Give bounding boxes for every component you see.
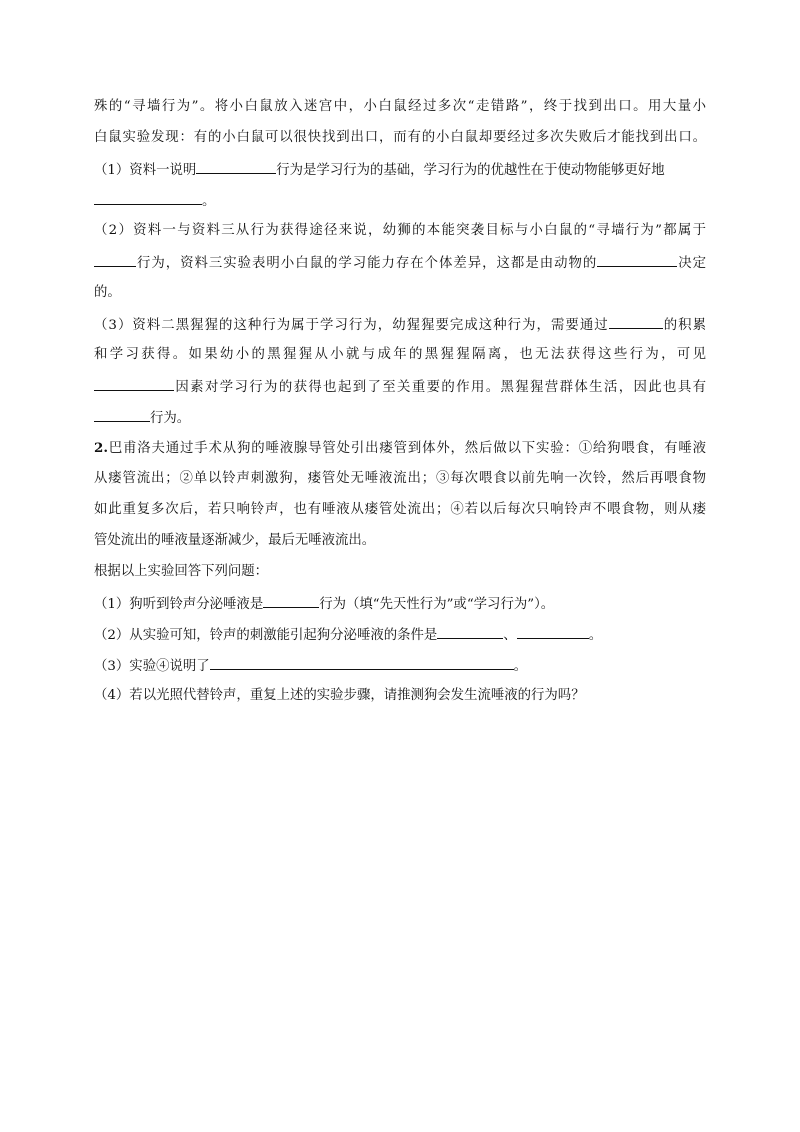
question-text: （2）从实验可知，铃声的刺激能引起狗分泌唾液的条件是 bbox=[94, 628, 438, 643]
question-2-stem bbox=[94, 439, 706, 458]
question-2-sub-3 bbox=[94, 656, 527, 676]
question-text: 行为是学习行为的基础，学习行为的优越性在于使动物能够更好地 bbox=[276, 163, 665, 178]
answer-blank[interactable] bbox=[210, 656, 514, 670]
answer-blank[interactable] bbox=[517, 625, 589, 639]
question-1-part-3 bbox=[94, 315, 706, 335]
question-text: 决定 bbox=[677, 256, 706, 271]
question-1-part-3-end bbox=[94, 408, 190, 428]
answer-blank[interactable] bbox=[263, 594, 319, 608]
question-1-part-1 bbox=[94, 160, 665, 180]
answer-blank[interactable] bbox=[94, 253, 136, 267]
question-1-part-2-cont bbox=[94, 253, 706, 273]
question-number: 2. bbox=[94, 440, 108, 456]
question-text: 的积累 bbox=[662, 318, 707, 333]
text-line: 如此重复多次后，若只响铃声，也有唾液从瘘管处流出；④若以后每次只响铃声不喂食物，则从瘘 bbox=[94, 502, 706, 517]
question-text: 。 bbox=[588, 628, 603, 643]
text-line: 殊的“寻墙行为”。将小白鼠放入迷宫中，小白鼠经过多次“走错路”，终于找到出口。用大量小 bbox=[94, 99, 706, 114]
question-text: 。 bbox=[513, 659, 528, 674]
question-2-sub-4: （4）若以光照代替铃声，重复上述的实验步骤，请推测狗会发生流唾液的行为吗？ bbox=[94, 688, 585, 703]
question-text: （3）资料二黑猩猩的这种行为属于学习行为，幼猩猩要完成这种行为，需要通过 bbox=[94, 318, 609, 333]
question-text: （1）狗听到铃声分泌唾液是 bbox=[94, 597, 264, 612]
question-text: 行为（填“先天性行为”或“学习行为”）。 bbox=[319, 597, 555, 612]
question-2-sub-1 bbox=[94, 594, 554, 614]
answer-blank[interactable] bbox=[94, 377, 174, 391]
question-text: 、 bbox=[503, 628, 517, 643]
question-2-sub-2 bbox=[94, 625, 602, 645]
question-1-part-1-cont bbox=[94, 191, 215, 211]
text-line: 的。 bbox=[94, 285, 121, 300]
question-text: 因素对学习行为的获得也起到了至关重要的作用。黑猩猩营群体生活，因此也具有 bbox=[174, 380, 706, 395]
answer-blank[interactable] bbox=[94, 408, 150, 422]
text-line: 从瘘管流出；②单以铃声刺激狗，瘘管处无唾液流出；③每次喂食以前先响一次铃，然后再喂食物 bbox=[94, 471, 706, 486]
question-text: 。 bbox=[202, 194, 216, 209]
question-text: （1）资料一说明 bbox=[94, 163, 197, 178]
question-text: （3）实验④说明了 bbox=[94, 659, 210, 674]
answer-blank[interactable] bbox=[609, 315, 663, 329]
answer-blank[interactable] bbox=[94, 191, 202, 205]
question-text: 巴甫洛夫通过手术从狗的唾液腺导管处引出瘘管到体外，然后做以下实验：①给狗喂食，有唾液 bbox=[107, 441, 706, 456]
answer-blank[interactable] bbox=[196, 160, 276, 174]
question-text: 行为，资料三实验表明小白鼠的学习能力存在个体差异，这都是由动物的 bbox=[136, 256, 598, 271]
text-line: 白鼠实验发现：有的小白鼠可以很快找到出口，而有的小白鼠却要经过多次失败后才能找到出口。 bbox=[94, 130, 706, 145]
text-line: 和学习获得。如果幼小的黑猩猩从小就与成年的黑猩猩隔离，也无法获得这些行为，可见 bbox=[94, 347, 706, 362]
answer-blank[interactable] bbox=[597, 253, 677, 267]
text-line: 根据以上实验回答下列问题： bbox=[94, 564, 269, 579]
question-1-part-3-cont bbox=[94, 377, 706, 397]
question-1-part-2: （2）资料一与资料三从行为获得途径来说，幼狮的本能突袭目标与小白鼠的“寻墙行为”都属于 bbox=[94, 223, 706, 238]
text-line: 管处流出的唾液量逐渐减少，最后无唾液流出。 bbox=[94, 533, 376, 548]
question-text: 行为。 bbox=[150, 411, 191, 426]
answer-blank[interactable] bbox=[437, 625, 503, 639]
